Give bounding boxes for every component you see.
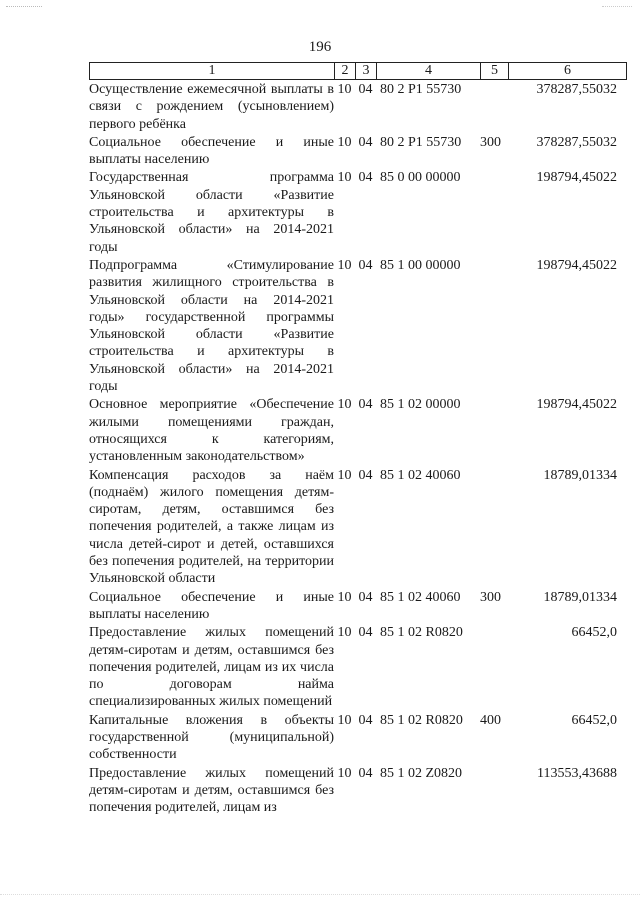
row-section: 10	[337, 589, 352, 605]
row-name: Основное мероприятие «Обеспечение жилыми помещениями граждан, относящихся к категориям, установленным законодательством»	[89, 397, 334, 465]
row-section: 10	[337, 170, 352, 186]
row-target-code: 85 1 02 R0820	[380, 625, 463, 641]
header-col-2: 2	[335, 63, 356, 79]
row-amount: 378287,55032	[536, 82, 617, 97]
row-target-code: 85 1 02 00000	[380, 397, 461, 413]
table-body	[89, 81, 627, 817]
scan-bottom-mark	[0, 894, 640, 895]
row-name: Государственная программа Ульяновской области «Развитие строительства и архитектуры в Ульяновской области» на 2014-2021 годы	[89, 170, 334, 255]
row-amount: 66452,0	[571, 712, 617, 728]
row-name: Осуществление ежемесячной выплаты в связи с рождением (усыновлением) первого ребёнка	[89, 82, 334, 132]
row-subsection: 04	[358, 397, 373, 413]
table-row	[89, 467, 627, 588]
row-section: 10	[337, 397, 352, 413]
header-col-5: 5	[481, 63, 509, 79]
row-amount: 198794,45022	[536, 257, 617, 273]
row-amount: 198794,45022	[536, 170, 617, 186]
row-amount: 18789,01334	[543, 467, 617, 483]
row-target-code: 85 1 02 40060	[380, 589, 461, 605]
header-col-6: 6	[564, 63, 571, 78]
row-amount: 198794,45022	[536, 397, 617, 413]
row-amount: 378287,55032	[536, 134, 617, 150]
row-name: Компенсация расходов за наём (поднаём) жилого помещения детям-сиротам, детям, оставшимся без попечения родителей, а также лицам из числа детей-сирот и детей, оставшихся без попечения родителей, на территории Ульяновской области	[89, 467, 334, 587]
row-expense-type: 300	[480, 134, 501, 150]
row-subsection: 04	[358, 765, 373, 781]
row-target-code: 85 0 00 00000	[380, 170, 461, 186]
row-name: Капитальные вложения в объекты государственной (муниципальной) собственности	[89, 712, 334, 763]
header-col-4: 4	[377, 63, 481, 79]
row-name: Социальное обеспечение и иные выплаты населению	[89, 589, 334, 622]
table-row	[89, 257, 627, 395]
row-section: 10	[337, 467, 352, 483]
table-row	[89, 712, 627, 764]
row-expense-type: 400	[480, 712, 501, 728]
table-row	[89, 765, 627, 817]
row-section: 10	[337, 257, 352, 273]
row-section: 10	[337, 82, 352, 97]
page-number: 196	[308, 39, 332, 55]
row-section: 10	[337, 625, 352, 641]
row-target-code: 85 1 02 Z0820	[380, 765, 463, 781]
row-name: Предоставление жилых помещений детям-сиротам и детям, оставшимся без попечения родителей, лицам из	[89, 765, 334, 816]
row-subsection: 04	[358, 257, 373, 273]
row-target-code: 85 1 02 R0820	[380, 712, 463, 728]
row-section: 10	[337, 765, 352, 781]
row-subsection: 04	[358, 467, 373, 483]
table-row	[89, 81, 627, 133]
row-subsection: 04	[358, 82, 373, 97]
row-subsection: 04	[358, 170, 373, 186]
row-expense-type: 300	[480, 589, 501, 605]
row-section: 10	[337, 712, 352, 728]
table-row	[89, 589, 627, 624]
header-col-1: 1	[90, 63, 335, 79]
table-row	[89, 624, 627, 710]
row-target-code: 80 2 P1 55730	[380, 82, 462, 97]
row-target-code: 80 2 P1 55730	[380, 134, 462, 150]
header-col-3: 3	[356, 63, 377, 79]
row-amount: 18789,01334	[543, 589, 617, 605]
table-row	[89, 396, 627, 465]
table-row	[89, 169, 627, 255]
table-row	[89, 134, 627, 169]
row-subsection: 04	[358, 134, 373, 150]
row-section: 10	[337, 134, 352, 150]
row-name: Социальное обеспечение и иные выплаты населению	[89, 134, 334, 168]
scan-corner-mark	[6, 6, 42, 7]
scan-corner-mark	[602, 6, 632, 7]
row-subsection: 04	[358, 625, 373, 641]
row-target-code: 85 1 02 40060	[380, 467, 461, 483]
row-subsection: 04	[358, 712, 373, 728]
table-header	[89, 62, 627, 80]
row-target-code: 85 1 00 00000	[380, 257, 461, 273]
row-amount: 113553,43688	[537, 765, 617, 781]
row-subsection: 04	[358, 589, 373, 605]
row-name: Предоставление жилых помещений детям-сиротам и детям, оставшимся без попечения родителей, лицам из их числа по договорам найма специализированных жилых помещений	[89, 625, 334, 710]
row-name: Подпрограмма «Стимулирование развития жилищного строительства в Ульяновской области на 2014-2021 годы» государственной программы Ульяновской области «Развитие строительства и архитектуры в Ульяновской области» на 2014-2021 годы	[89, 257, 334, 395]
row-amount: 66452,0	[571, 625, 617, 641]
